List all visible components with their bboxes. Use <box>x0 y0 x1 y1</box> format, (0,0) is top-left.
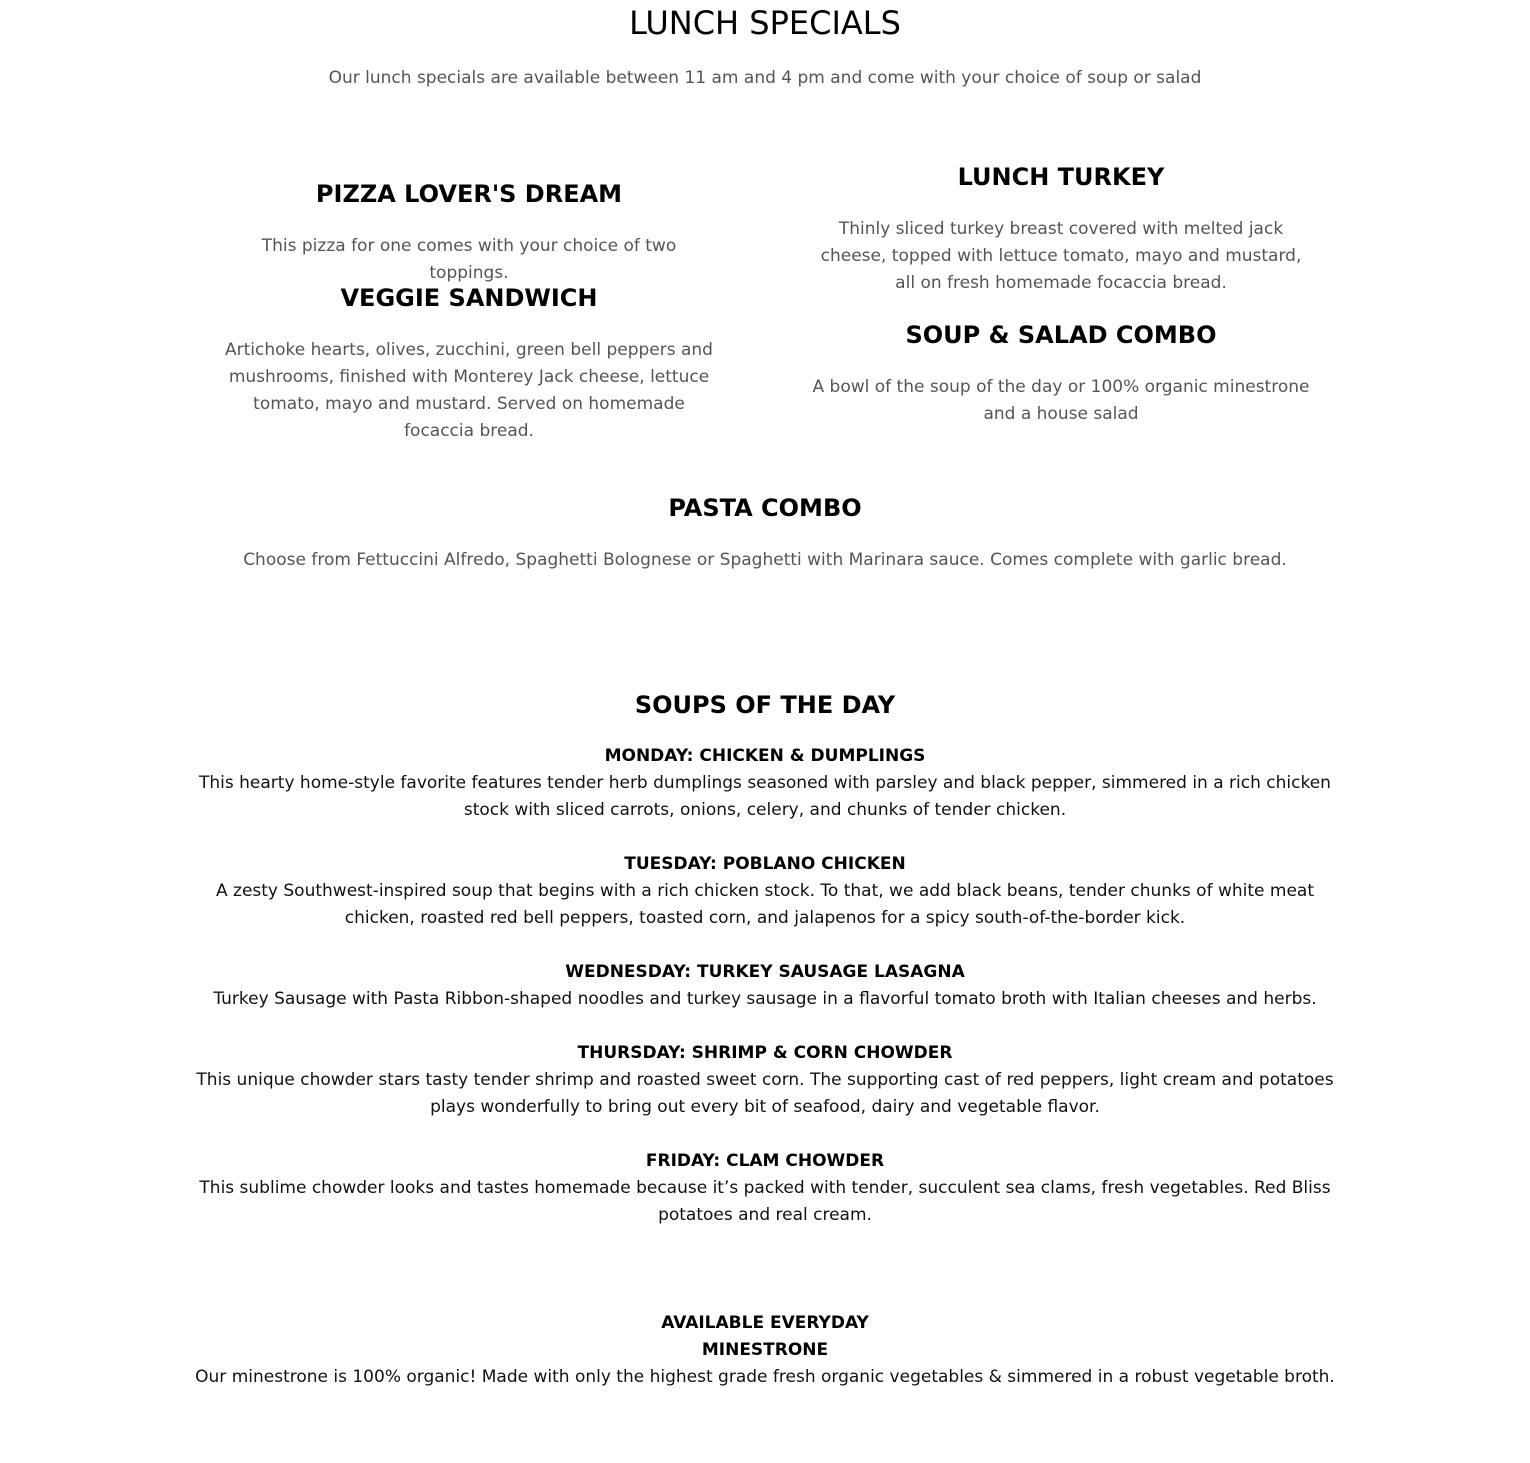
pasta-title: PASTA COMBO <box>668 494 862 522</box>
turkey-description: Thinly sliced turkey breast covered with melted jack cheese, topped with lettuce tomato, mayo and mustard, all on fresh homemade focaccia bread. <box>820 219 1302 293</box>
turkey-title: LUNCH TURKEY <box>957 163 1165 191</box>
soup-name: MONDAY: CHICKEN & DUMPLINGS <box>604 746 926 766</box>
veggie-description: Artichoke hearts, olives, zucchini, green bell peppers and mushrooms, finished with Monterey Jack cheese, lettuce tomato, mayo and mustard. Served on homemade focaccia bread. <box>225 340 713 441</box>
soup-name: THURSDAY: SHRIMP & CORN CHOWDER <box>577 1043 953 1063</box>
soup-salad-title: SOUP & SALAD COMBO <box>905 321 1217 349</box>
soup-name: FRIDAY: CLAM CHOWDER <box>645 1151 885 1171</box>
everyday-label: AVAILABLE EVERYDAY <box>661 1313 869 1333</box>
soup-name: WEDNESDAY: TURKEY SAUSAGE LASAGNA <box>565 962 965 982</box>
pasta-description: Choose from Fettuccini Alfredo, Spaghetti Bolognese or Spaghetti with Marinara sauce. Comes complete with garlic bread. <box>243 550 1287 570</box>
soup-description: This sublime chowder looks and tastes homemade because it’s packed with tender, succulent sea clams, fresh vegetables. Red Bliss potatoes and real cream. <box>199 1178 1331 1225</box>
pizza-description: This pizza for one comes with your choice of two toppings. <box>261 236 677 283</box>
page-title: LUNCH SPECIALS <box>629 4 901 42</box>
soup-salad-description: A bowl of the soup of the day or 100% organic minestrone and a house salad <box>812 377 1310 424</box>
veggie-title: VEGGIE SANDWICH <box>340 284 598 312</box>
soup-description: This hearty home-style favorite features tender herb dumplings seasoned with parsley and black pepper, simmered in a rich chicken stock with sliced carrots, onions, celery, and chunks of tender chicken. <box>199 773 1331 820</box>
everyday-soup-name: MINESTRONE <box>701 1340 829 1360</box>
soup-description: This unique chowder stars tasty tender shrimp and roasted sweet corn. The supporting cast of red peppers, light cream and potatoes plays wonderfully to bring out every bit of seafood, dairy and vegetable flavor. <box>196 1070 1334 1117</box>
soup-name: TUESDAY: POBLANO CHICKEN <box>624 854 906 874</box>
soup-description: A zesty Southwest-inspired soup that begins with a rich chicken stock. To that, we add black beans, tender chunks of white meat chicken, roasted red bell peppers, toasted corn, and jalapenos for a spicy south-of-the-border kick. <box>215 881 1314 928</box>
pizza-title: PIZZA LOVER'S DREAM <box>315 180 623 208</box>
intro-text: Our lunch specials are available between 11 am and 4 pm and come with your choice of soup or salad <box>328 68 1202 88</box>
everyday-soup-description: Our minestrone is 100% organic! Made with only the highest grade fresh organic vegetables & simmered in a robust vegetable broth. <box>195 1367 1335 1387</box>
soup-description: Turkey Sausage with Pasta Ribbon-shaped noodles and turkey sausage in a flavorful tomato broth with Italian cheeses and herbs. <box>213 989 1317 1009</box>
soups-title: SOUPS OF THE DAY <box>634 691 896 719</box>
